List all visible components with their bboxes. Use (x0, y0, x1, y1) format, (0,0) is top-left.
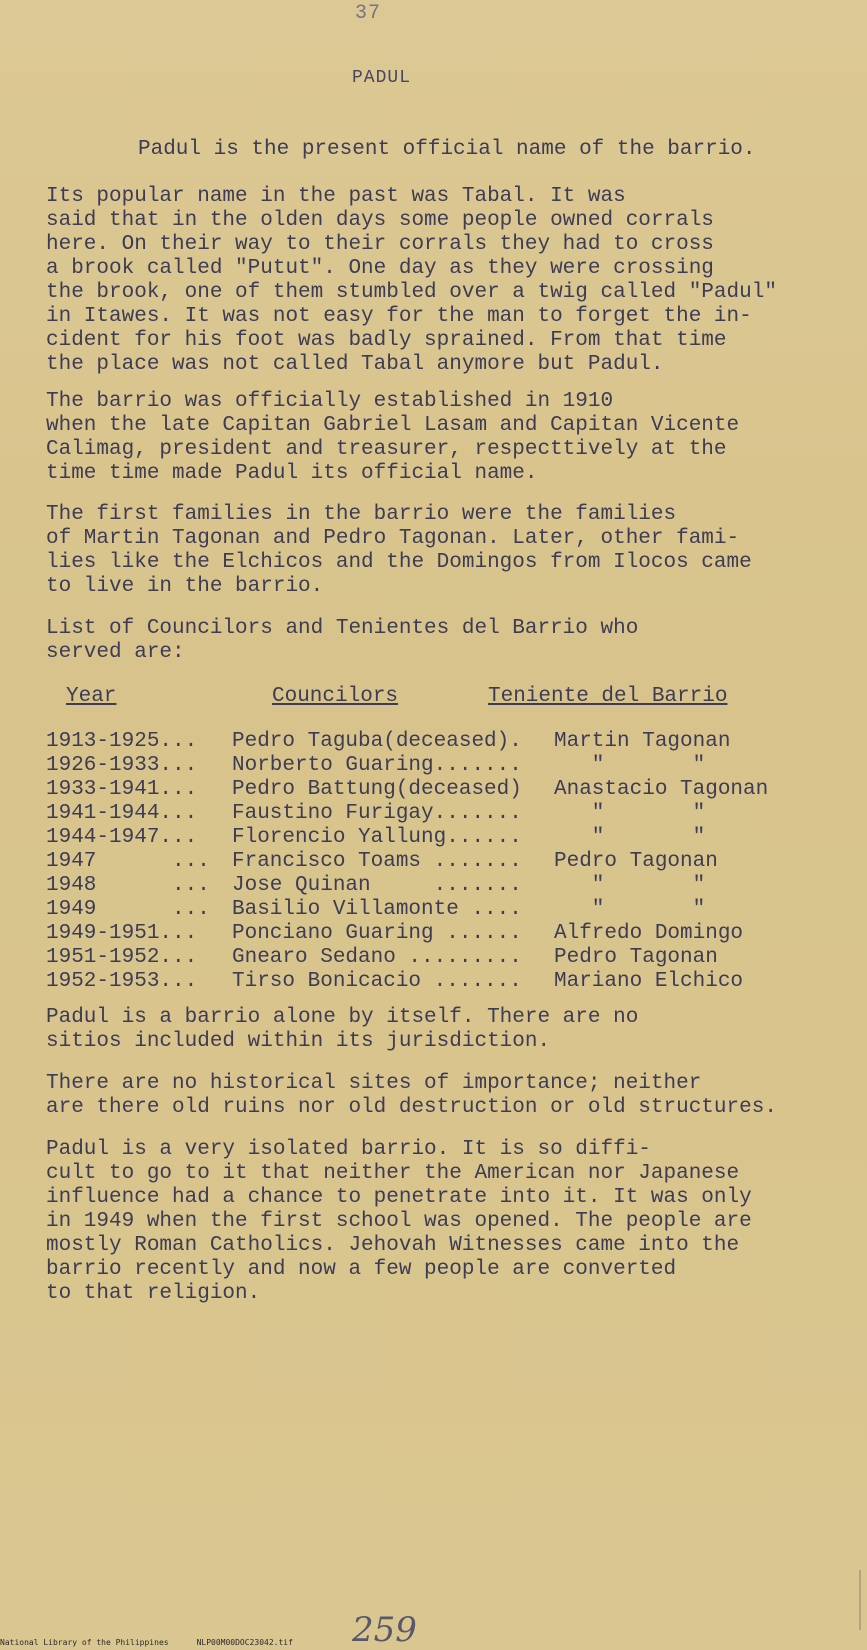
table-row (46, 922, 794, 946)
cell-councilor: Pedro Battung(deceased) (232, 778, 522, 801)
handwritten-page-number: 259 (352, 1610, 417, 1650)
cell-year: 1926-1933... (46, 754, 198, 777)
table-header-year: Year (66, 685, 117, 708)
cell-year: 1952-1953... (46, 970, 198, 993)
table-header-councilors: Councilors (272, 685, 399, 708)
cell-year: 1949-1951... (46, 922, 198, 945)
cell-councilor: Norberto Guaring....... (232, 754, 522, 777)
paragraph-isolation: Padul is a very isolated barrio. It is so diffi- cult to go to it that neither the American nor Japanese influence had a chance to penetrate into it. It was only in 1949 when the first school was opened. The people are mostly Roman Catholics. Jehovah Witnesses came into the barrio recently and now a few people are converted to that religion. (46, 1138, 752, 1305)
cell-councilor: Francisco Toams ....... (232, 850, 522, 873)
cell-teniente: Anastacio Tagonan (554, 778, 769, 801)
cell-councilor: Ponciano Guaring ...... (232, 922, 522, 945)
cell-councilor: Gnearo Sedano ......... (232, 946, 522, 969)
cell-year: 1933-1941... (46, 778, 198, 801)
paragraph-first-families: The first families in the barrio were the families of Martin Tagonan and Pedro Tagonan. Later, other fami- lies like the Elchicos and the Domingos from Ilocos came to live in the barrio. (46, 503, 752, 598)
cell-councilor: Tirso Bonicacio ....... (232, 970, 522, 993)
table-row (46, 778, 794, 802)
cell-teniente: Mariano Elchico (554, 970, 744, 993)
table-row (46, 826, 794, 850)
cell-councilor: Pedro Taguba(deceased). (232, 730, 522, 753)
table-row (46, 850, 794, 874)
page-number: 37 (355, 2, 382, 25)
cell-year: 1949 ... (46, 898, 210, 921)
cell-teniente: " " (554, 826, 706, 849)
cell-teniente: " " (554, 898, 706, 921)
cell-teniente: Alfredo Domingo (554, 922, 744, 945)
cell-year: 1944-1947... (46, 826, 198, 849)
table-row (46, 730, 794, 754)
cell-year: 1948 ... (46, 874, 210, 897)
cell-councilor: Florencio Yallung...... (232, 826, 522, 849)
table-row (46, 946, 794, 970)
cell-teniente: " " (554, 802, 706, 825)
paragraph-establishment: The barrio was officially established in 1910 when the late Capitan Gabriel Lasam and Capitan Vicente Calimag, president and treasurer, respecttively at the time time made Padul its official name. (46, 390, 740, 485)
cell-teniente: " " (554, 874, 706, 897)
cell-councilor: Basilio Villamonte .... (232, 898, 522, 921)
cell-teniente: " " (554, 754, 706, 777)
table-row (46, 754, 794, 778)
cell-year: 1913-1925... (46, 730, 198, 753)
cell-year: 1947 ... (46, 850, 210, 873)
table-row (46, 802, 794, 826)
footer (0, 1638, 293, 1647)
cell-teniente: Pedro Tagonan (554, 946, 718, 969)
footer-library: National Library of the Philippines (0, 1638, 169, 1647)
councilors-table (46, 730, 794, 994)
cell-year: 1951-1952... (46, 946, 198, 969)
paper-edge-mark (859, 1570, 861, 1630)
table-row (46, 898, 794, 922)
cell-councilor: Jose Quinan ....... (232, 874, 522, 897)
cell-teniente: Pedro Tagonan (554, 850, 718, 873)
paragraph-historical-sites: There are no historical sites of importance; neither are there old ruins nor old destruction or old structures. (46, 1072, 777, 1119)
cell-year: 1941-1944... (46, 802, 198, 825)
document-title: PADUL (352, 68, 412, 88)
table-row (46, 874, 794, 898)
table-row (46, 970, 794, 994)
paragraph-sitios: Padul is a barrio alone by itself. There are no sitios included within its jurisdiction. (46, 1006, 639, 1053)
paragraph-history: Its popular name in the past was Tabal. It was said that in the olden days some people owned corrals here. On their way to their corrals they had to cross a brook called "Putut". One day as they were crossing the brook, one of them stumbled over a twig called "Padul" in Itawes. It was not easy for the man to forget the in- cident for his foot was badly sprained. From that time the place was not called Tabal anymore but Padul. (46, 185, 777, 376)
cell-teniente: Martin Tagonan (554, 730, 731, 753)
paragraph-official-name: Padul is the present official name of the barrio. (138, 138, 756, 161)
table-header-teniente: Teniente del Barrio (488, 685, 728, 708)
paragraph-list-intro: List of Councilors and Tenientes del Barrio who served are: (46, 617, 639, 664)
cell-councilor: Faustino Furigay....... (232, 802, 522, 825)
footer-filename: NLP00M00DOC23042.tif (196, 1638, 293, 1647)
